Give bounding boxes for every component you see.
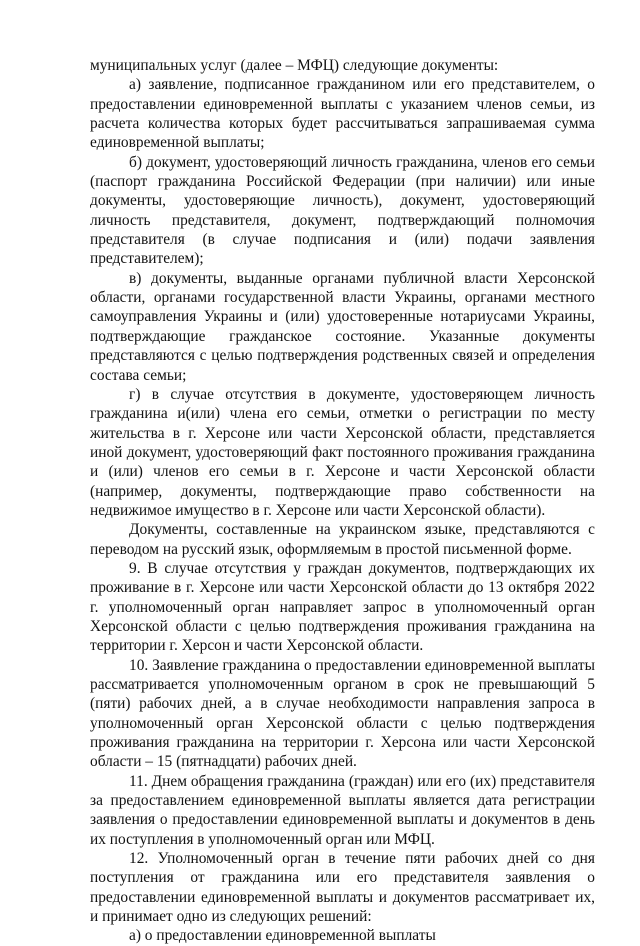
paragraph-item-b-identity-document: б) документ, удостоверяющий личность гражданина, членов его семьи (паспорт гражданина Российской Федерации (при наличии) или иные документы, удостоверяющие личность), документ, удостоверяющий личность представителя, документ, подтверждающий полномочия представителя (в случае подписания и (или) подачи заявления представителем); bbox=[90, 153, 595, 268]
paragraph-clause-9: 9. В случае отсутствия у граждан документов, подтверждающих их проживание в г. Херсоне или части Херсонской области до 13 октября 2022 г. уполномоченный орган направляет запрос в уполномоченный орган Херсонской области с целью подтверждения проживания гражданина на территории г. Херсон и части Херсонской области. bbox=[90, 559, 595, 655]
paragraph-decision-a: а) о предоставлении единовременной выплаты bbox=[129, 927, 436, 945]
paragraph-item-g-residence-document: г) в случае отсутствия в документе, удостоверяющем личность гражданина и(или) члена его семьи, отметки о регистрации по месту жительства в г. Херсоне или части Херсонской области, представляется иной документ, удостоверяющий факт постоянного проживания гражданина и (или) членов его семьи в г. Херсоне и части Херсонской области (например, документы, подтверждающие право собственности на недвижимое имущество в г. Херсоне или части Херсонской области). bbox=[90, 385, 595, 519]
paragraph-item-v-civil-status-documents: в) документы, выданные органами публичной власти Херсонской области, органами государственной власти Украины, органами местного самоуправления Украины и (или) удостоверенные нотариусами Украины, подтверждающие гражданское состояние. Указанные документы представляются с целью подтверждения родственных связей и определения состава семьи; bbox=[90, 269, 595, 384]
paragraph-ukrainian-translation: Документы, составленные на украинском языке, представляются с переводом на русский язык, оформляемым в простой письменной форме. bbox=[90, 521, 595, 558]
paragraph-clause-10: 10. Заявление гражданина о предоставлении единовременной выплаты рассматривается уполномоченным органом в срок не превышающий 5 (пяти) рабочих дней, а в случае необходимости направления запроса в уполномоченный орган Херсонской области с целью подтверждения проживания гражданина на территории г. Херсона или части Херсонской области – 15 (пятнадцати) рабочих дней. bbox=[90, 656, 595, 771]
paragraph-clause-11: 11. Днем обращения гражданина (граждан) или его (их) представителя за предоставлением единовременной выплаты является дата регистрации заявления о предоставлении единовременной выплаты и документов в день их поступления в уполномоченный орган или МФЦ. bbox=[90, 772, 595, 848]
paragraph-intro-continuation: муниципальных услуг (далее – МФЦ) следующие документы: bbox=[90, 57, 499, 74]
document-page bbox=[90, 56, 595, 946]
paragraph-clause-12: 12. Уполномоченный орган в течение пяти рабочих дней со дня поступления от гражданина или его представителя заявления о предоставлении единовременной выплаты и документов рассматривает их, и принимает одно из следующих решений: bbox=[90, 850, 595, 926]
paragraph-item-a-application: а) заявление, подписанное гражданином или его представителем, о предоставлении единовременной выплаты с указанием членов семьи, из расчета количества которых будет рассчитываться запрашиваемая сумма единовременной выплаты; bbox=[90, 76, 595, 152]
